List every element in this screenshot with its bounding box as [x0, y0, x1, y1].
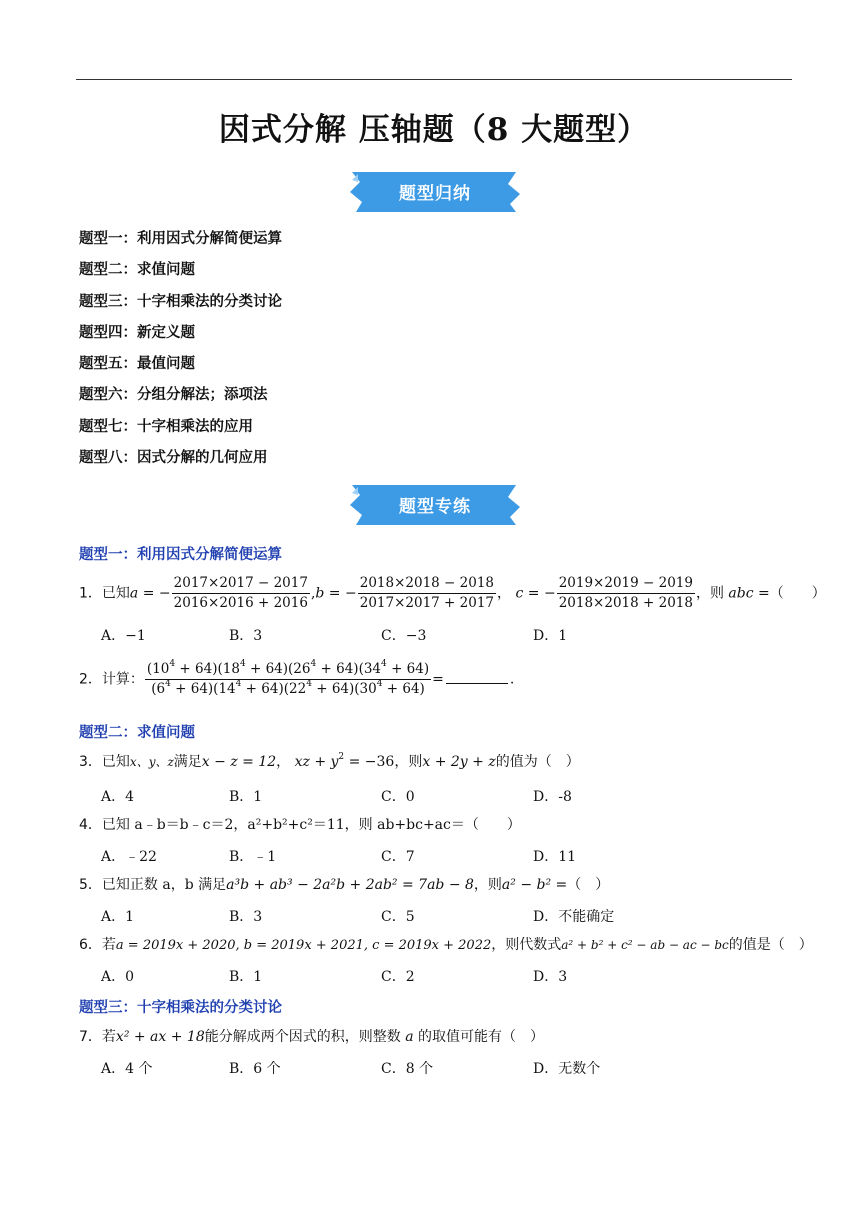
fraction-c: $\frac{2019\times 2019 - 2019}{2018\times 2018 + 2018}$ [558, 575, 693, 611]
topic-item: 题型五：最值问题 [79, 356, 195, 373]
options-row [101, 846, 661, 866]
option-a[interactable]: A．4 [101, 789, 135, 805]
question-text: 已知 a﹣b＝b﹣c＝2，a²+b²+c²＝11，则 ab+bc+ac＝（ ） [101, 817, 521, 833]
question-number: 1． [79, 585, 102, 602]
option-b[interactable]: B．3 [229, 909, 263, 925]
fraction-b: $\frac{2018\times 2018 - 2018}{2017\times 2017 + 2017}$ [359, 575, 495, 611]
topic-item: 题型六：分组分解法；添项法 [79, 387, 268, 404]
question-number: 4． [79, 817, 102, 833]
banner-practice [348, 483, 522, 523]
option-b[interactable]: B．1 [229, 789, 263, 805]
option-a[interactable]: A．0 [101, 969, 135, 985]
topic-item: 题型四：新定义题 [79, 324, 195, 341]
option-b[interactable]: B．6 个 [229, 1061, 281, 1077]
option-d[interactable]: D．1 [533, 628, 568, 644]
banner-summary [348, 170, 522, 210]
question-number: 3． [79, 754, 102, 770]
option-a[interactable]: A．4 个 [101, 1061, 153, 1077]
option-a[interactable]: A．−1 [101, 628, 146, 644]
question-7: 7．若x² + ax + 18能分解成两个因式的积，则整数 a 的取值可能有（ ） [79, 1029, 545, 1045]
option-b[interactable]: B．1 [229, 969, 263, 985]
question-number: 7． [79, 1029, 102, 1045]
topic-item: 题型一：利用因式分解简便运算 [79, 231, 282, 247]
question-1: 1．已知a = − $\frac{2017\times 2017 - 2017}{2016\times 2016 + 2016}$ ,b = − $\frac{2018\times 2018 - 2018}{2017\times 2017 + 2017}$ ， c = − $\frac{2019\times 2019 - 2019}{2018\times 2018 + 2018}$ ，则 abc =（ ） [79, 575, 826, 611]
question-number: 6． [79, 937, 102, 953]
question-4 [79, 815, 521, 835]
question-3: 3．已知x、y、z满足x − z = 12， xz + $y^2 = -36$，则x + 2y + z的值为（ ） [79, 752, 580, 770]
section-heading: 题型二：求值问题 [79, 725, 195, 741]
option-c[interactable]: C．8 个 [381, 1061, 434, 1077]
question-2: 2．计算： $\frac{(10^4 + 64)(18^4 + 64)(26^4 + 64)(34^4 + 64)}{(6^4 + 64)(14^4 + 64)(22^4 + 64)(30^4 + 64)}$ = . [79, 659, 515, 697]
header-rule [76, 79, 792, 80]
fraction-a: $\frac{2017\times 2017 - 2017}{2016\times 2016 + 2016}$ [173, 575, 308, 611]
answer-blank[interactable] [446, 669, 508, 684]
option-c[interactable]: C．7 [381, 849, 415, 865]
options-row [101, 786, 661, 806]
question-5: 5．已知正数 a，b 满足a³b + ab³ − 2a²b + 2ab² = 7ab − 8，则a² − b² =（ ） [79, 877, 610, 893]
option-c[interactable]: C．−3 [381, 628, 427, 644]
options-row [101, 906, 661, 926]
topic-item: 题型三：十字相乘法的分类讨论 [79, 293, 282, 310]
options-row [101, 1058, 661, 1078]
options-row [101, 966, 661, 986]
option-d[interactable]: D．不能确定 [533, 909, 615, 925]
question-number: 5． [79, 877, 102, 893]
option-a[interactable]: A．﹣22 [101, 849, 157, 865]
option-c[interactable]: C．0 [381, 789, 415, 805]
section-heading: 题型一：利用因式分解简便运算 [79, 547, 282, 563]
banner-practice-label: 题型专练 [399, 497, 471, 517]
topic-item: 题型七：十字相乘法的应用 [79, 418, 253, 435]
option-d[interactable]: D．3 [533, 969, 568, 985]
option-b[interactable]: B．3 [229, 628, 263, 644]
option-c[interactable]: C．2 [381, 969, 415, 985]
option-b[interactable]: B．﹣1 [229, 849, 277, 865]
banner-summary-label: 题型归纳 [399, 184, 471, 204]
question-lead: 计算： [101, 671, 144, 688]
fraction-product: $\frac{(10^4 + 64)(18^4 + 64)(26^4 + 64)(34^4 + 64)}{(6^4 + 64)(14^4 + 64)(22^4 + 64)(30^4 + 64)}$ [146, 659, 430, 697]
option-c[interactable]: C．5 [381, 909, 415, 925]
question-lead: 已知 [101, 585, 130, 602]
option-d[interactable]: D．-8 [533, 789, 572, 805]
topic-list [79, 228, 282, 478]
options-row [101, 625, 661, 645]
option-d[interactable]: D．无数个 [533, 1061, 601, 1077]
document-title: 因式分解 压轴题（8 大题型） [218, 112, 650, 148]
section-heading: 题型三：十字相乘法的分类讨论 [79, 1000, 282, 1016]
topic-item: 题型八：因式分解的几何应用 [79, 450, 268, 467]
question-6: 6．若a = 2019x + 2020, b = 2019x + 2021, c = 2019x + 2022，则代数式a² + b² + c² − ab − ac − bc的值是（ ） [79, 937, 813, 953]
question-number: 2． [79, 671, 102, 688]
option-d[interactable]: D．11 [533, 849, 577, 865]
option-a[interactable]: A．1 [101, 909, 135, 925]
topic-item: 题型二：求值问题 [79, 262, 195, 279]
